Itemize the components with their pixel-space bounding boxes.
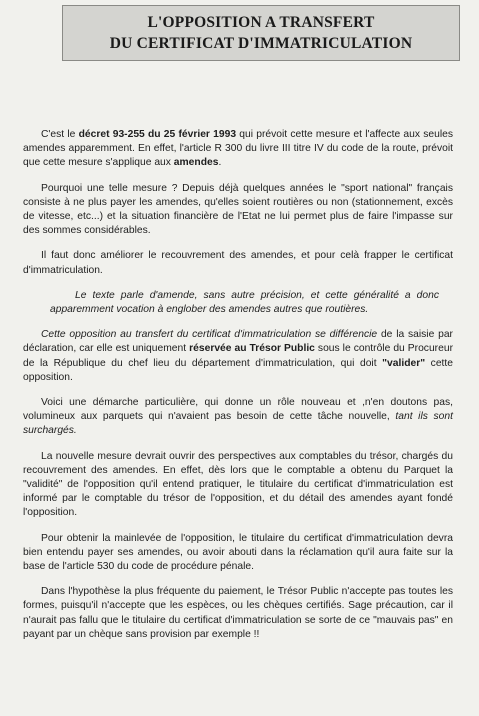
paragraph-2: Pourquoi une telle mesure ? Depuis déjà quelques années le "sport national" français consiste à ne plus payer les amendes, qu'elles soient routières ou non (stationnement, excès de vitesse, etc...) et la situation financière de l'Etat ne lui permet plus de faire l'impasse sur des sommes considérables. <box>23 182 453 237</box>
p1-text-1: C'est le <box>41 129 79 140</box>
paragraph-6 <box>23 396 453 439</box>
p5-valider-bold: "valider" <box>382 357 426 369</box>
title-box <box>62 5 460 61</box>
paragraph-4-quote: Le texte parle d'amende, sans autre précision, et cette généralité a donc apparemment vocation à englober des amendes autres que routières. <box>50 289 439 316</box>
p5-tresor-bold: réservée au Trésor Public <box>189 343 315 355</box>
paragraph-1 <box>23 128 453 171</box>
p5-italic: Cette opposition au transfert du certificat d'immatriculation se différencie <box>41 329 378 341</box>
paragraph-5 <box>23 328 453 385</box>
paragraph-3: Il faut donc améliorer le recouvrement des amendes, et pour celà frapper le certificat d'immatriculation. <box>23 250 453 276</box>
title-line-2: DU CERTIFICAT D'IMMATRICULATION <box>109 35 413 52</box>
p5-text-3: cette opposition. <box>23 357 453 383</box>
p1-decree-ref: décret 93-255 du 25 février 1993 <box>78 129 237 140</box>
article-body <box>23 128 453 653</box>
title-line-1: L'OPPOSITION A TRANSFERT <box>147 14 375 31</box>
p1-text-2: qui prévoit cette mesure et l'affecte aux seules amendes apparemment. En effet, l'article R 300 du livre III titre IV du code de la route, prévoit que cette mesure s'applique aux <box>23 129 454 169</box>
p5-text-2: sous le contrôle du Procureur de la République du chef lieu du département d'immatriculation, qui doit <box>23 343 453 369</box>
paragraph-8: Pour obtenir la mainlevée de l'opposition, le titulaire du certificat d'immatriculation devra bien entendu payer ses amendes, ou avoir abouti dans la réclamation qu'il aura faite sur la base de l'article 530 du code de procédure pénale. <box>23 532 453 573</box>
p1-amendes-bold: amendes <box>173 157 219 169</box>
paragraph-7: La nouvelle mesure devrait ouvrir des perspectives aux comptables du trésor, chargés du recouvrement des amendes. En effet, dès lors que le comptable a obtenu du Parquet la "validité" de l'opposition qu'il entend pratiquer, le titulaire du certificat d'immatriculation est informé par le comptable du trésor de l'opposition, et du détail des amendes ayant fondé l'opposition. <box>23 450 453 519</box>
p1-text-3: . <box>218 157 222 169</box>
p6-text: Voici une démarche particulière, qui donne un rôle nouveau et ,n'en doutons pas, volumineux aux parquets qui n'avaient pas besoin de cette tâche nouvelle, <box>23 397 453 423</box>
p6-italic: tant ils sont surchargés. <box>23 411 453 437</box>
p5-text-1: de la saisie par déclaration, car elle est uniquement <box>23 329 453 355</box>
paragraph-9: Dans l'hypothèse la plus fréquente du paiement, le Trésor Public n'accepte pas toutes les formes, puisqu'il n'accepte que les espèces, ou les chèques certifiés. Sage précaution, car il n'aurait pas fallu que le titulaire du certificat d'immatriculation se sorte de ce "mauvais pas" en payant par un chèque sans provision par exemple !! <box>23 586 453 640</box>
